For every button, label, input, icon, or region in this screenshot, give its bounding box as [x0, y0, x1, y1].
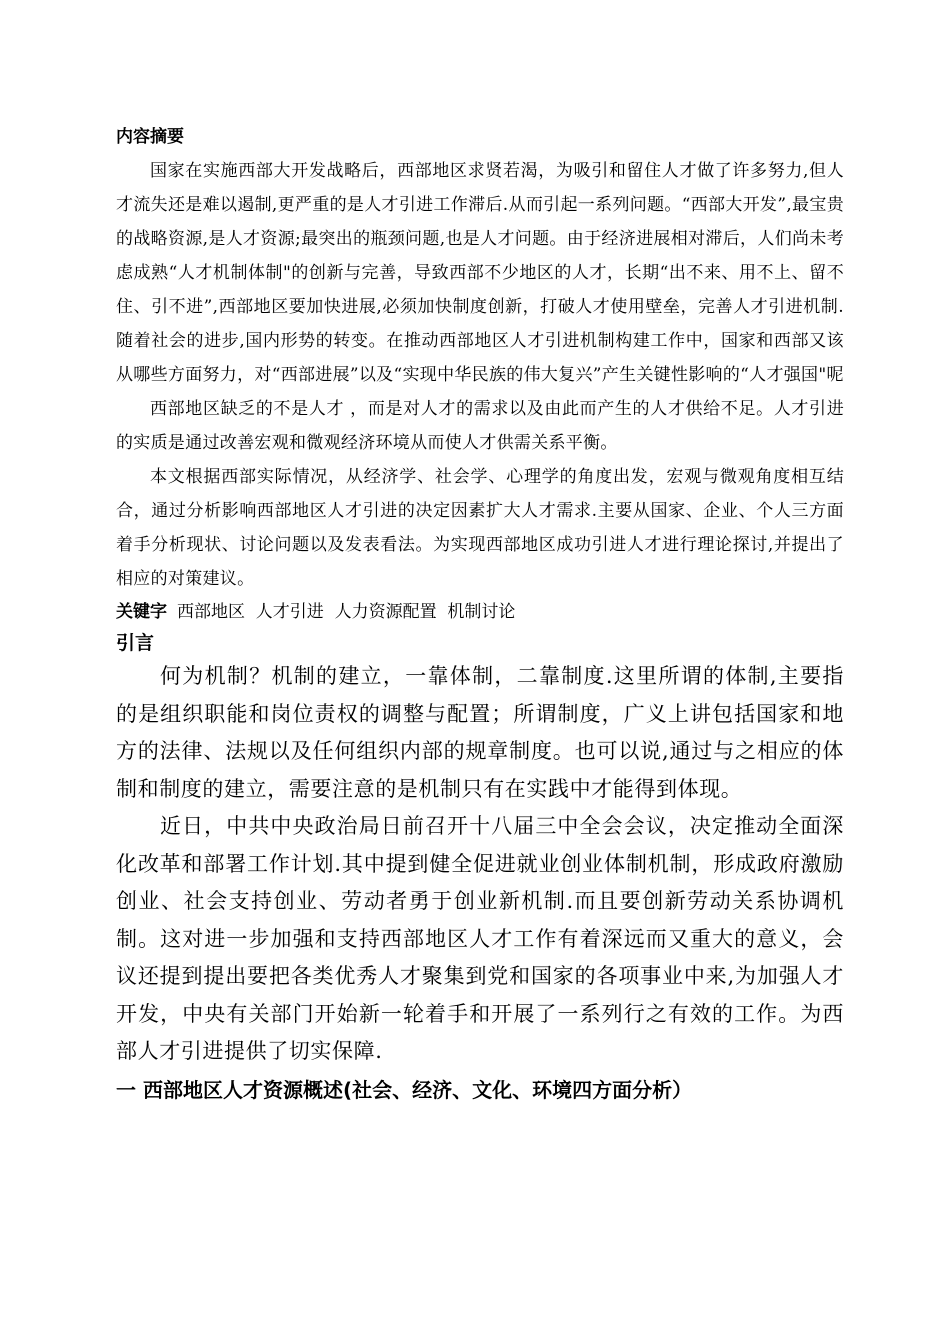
keywords-text: 西部地区 人才引进 人力资源配置 机制讨论	[177, 602, 516, 622]
introduction-heading: 引言	[116, 632, 155, 654]
abstract-paragraph-1: 国家在实施西部大开发战略后，西部地区求贤若渴，为吸引和留住人才做了许多努力,但人才流失还是难以遏制,更严重的是人才引进工作滞后.从而引起一系列问题。“西部大开发”,最宝贵的战略资源,是人才资源;最突出的瓶颈问题,也是人才问题。由于经济进展相对滞后，人们尚未考虑成熟“人才机制体制"的创新与完善，导致西部不少地区的人才，长期“出不来、用不上、留不住、引不进”,西部地区要加快进展,必须加快制度创新，打破人才使用壁垒，完善人才引进机制.随着社会的进步,国内形势的转变。在推动西部地区人才引进机制构建工作中，国家和西部又该从哪些方面努力，对“西部进展”以及“实现中华民族的伟大复兴”产生关键性影响的“人才强国"呢	[116, 161, 844, 385]
document-page	[116, 120, 844, 1109]
keywords-label: 关键字	[116, 602, 167, 622]
abstract-paragraph-2: 西部地区缺乏的不是人才 ，而是对人才的需求以及由此而产生的人才供给不足。人才引进的实质是通过改善宏观和微观经济环境从而使人才供需关系平衡。	[116, 399, 844, 453]
introduction-paragraph-2: 近日，中共中央政治局日前召开十八届三中全会会议，决定推动全面深化改革和部署工作计划.其中提到健全促进就业创业体制机制，形成政府激励创业、社会支持创业、劳动者勇于创业新机制.而且要创新劳动关系协调机制。这对进一步加强和支持西部地区人才工作有着深远而又重大的意义，会议还提到提出要把各类优秀人才聚集到党和国家的各项事业中来,为加强人才开发，中央有关部门开始新一轮着手和开展了一系列行之有效的工作。为西部人才引进提供了切实保障.	[116, 814, 844, 1063]
section-one-heading: 一 西部地区人才资源概述(社会、经济、文化、环境四方面分析）	[116, 1077, 693, 1102]
abstract-heading: 内容摘要	[116, 127, 184, 147]
abstract-paragraph-3: 本文根据西部实际情况，从经济学、社会学、心理学的角度出发，宏观与微观角度相互结合，通过分析影响西部地区人才引进的决定因素扩大人才需求.主要从国家、企业、个人三方面着手分析现状、讨论问题以及发表看法。为实现西部地区成功引进人才进行理论探讨,并提出了相应的对策建议。	[116, 467, 844, 589]
keywords-line	[116, 596, 844, 628]
introduction-paragraph-1: 何为机制？机制的建立，一靠体制，二靠制度.这里所谓的体制,主要指的是组织职能和岗位责权的调整与配置；所谓制度，广义上讲包括国家和地方的法律、法规以及任何组织内部的规章制度。也可以说,通过与之相应的体制和制度的建立，需要注意的是机制只有在实践中才能得到体现。	[116, 664, 844, 801]
